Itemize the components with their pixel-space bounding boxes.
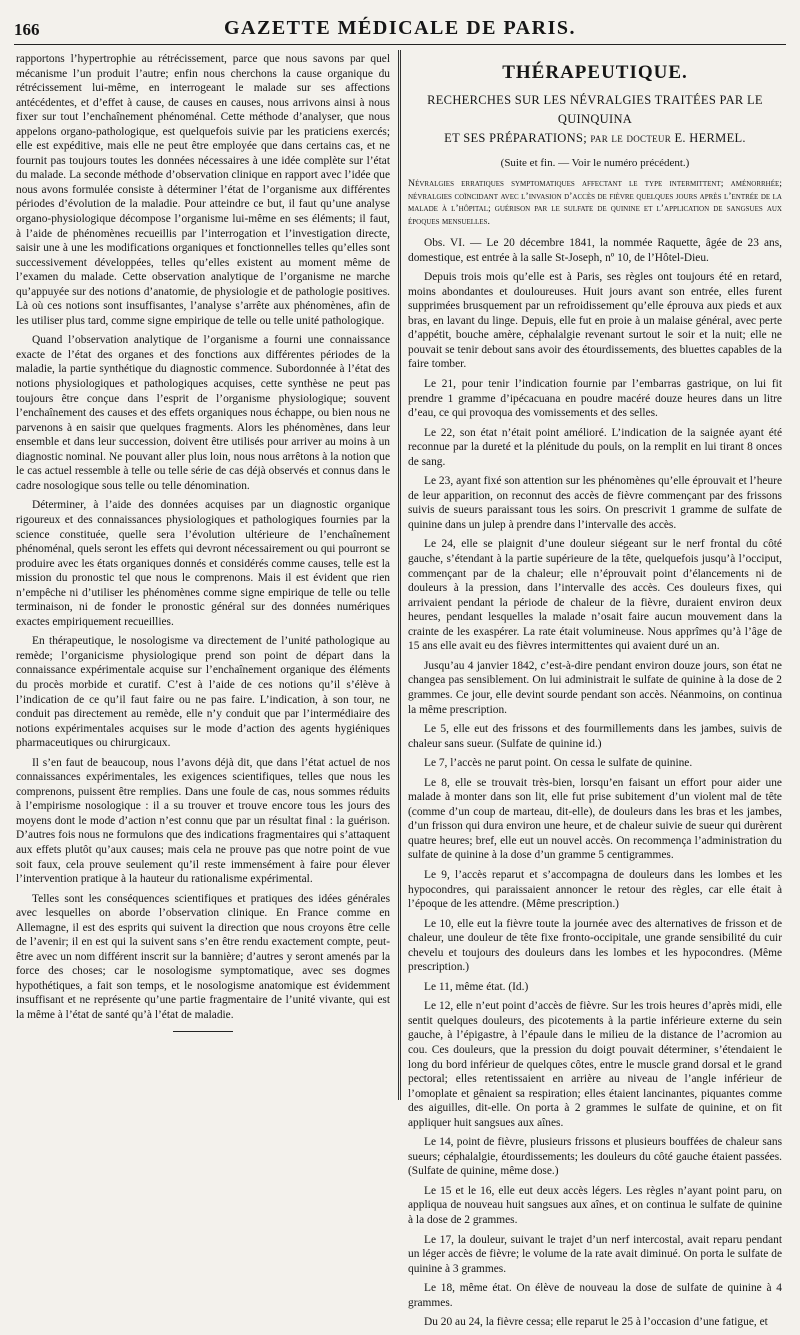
paragraph: Déterminer, à l’aide des données acquises par un diagnostic organique rigoureux et des connaissances physiologiques et pathologiques fournies par la science constituée, quelle sera l’évolution ultérieure de l’enchaînement phénoménal, quels seront les effets qui devront nécessairement ou qui pourront se produire avec les états organiques donnés et considérés comme causes, telle est la mission du pronostic tel que nous le comprenons. Mais il est évident que rien n’empêche ni d’utiliser les phénomènes comme signe empirique de telle ou telle terminaison, ni de fonder le pronostic général sur des données numériques exactes empiriquement recueillies. <box>16 499 390 628</box>
section-title: THÉRAPEUTIQUE. <box>502 62 688 83</box>
paragraph: Le 8, elle se trouvait très-bien, lorsqu’en faisant un effort pour aider une malade à monter dans son lit, elle fut prise subitement d’un violent mal de tête (comme d’un coup de marteau, dit-elle), de douleurs dans les bras et les jambes, d’un frisson qui dura environ une heure, et de chaleur suivie de sueur qui durèrent quatre heures; bref, elle eut un nouvel accès. On recommença l’administration du sulfate de quinine à la dose d’un gramme 5 centigrammes. <box>408 776 782 862</box>
paragraph: Le 5, elle eut des frissons et des fourmillements dans les jambes, suivis de chaleur sans sueur. (Sulfate de quinine id.) <box>408 723 782 750</box>
paragraph: Telles sont les conséquences scientifiques et pratiques des idées générales avec lesquelles on aborde l’observation clinique. En France comme en Allemagne, il est des esprits qui suivent la direction que nous croyons être celle de l’avenir; il en est qui la suivent sans s’en être rendu exactement compte, peut-être avec un nom différent inscrit sur la bannière; d’autres y seront amenés par la force des choses; car le nosologisme symptomatique, avec ses dogmes hypothétiques, a fait son temps, et le nosologisme anatomique est évidemment insuffisant et ne représente qu’une partie fragmentaire de l’unité vivante, qui est la même à l’état de santé qu’à l’état de maladie. <box>16 892 390 1021</box>
paragraph: Quand l’observation analytique de l’organisme a fourni une connaissance exacte de l’état des organes et des fonctions aux différentes périodes de la maladie, la partie synthétique du diagnostic commence. Subordonnée à l’état des notions physiologiques et pathologiques acquises, cette synthèse ne peut pas toujours être conçue dans l’esprit de l’organisme physiologique; souvent l’enchaînement des causes et des effets organiques nous échappe, ou bien nous ne parvenons à en saisir que quelques fragments. Alors les phénomènes, dans leur ensemble et dans leur succession, doivent être utilisés pour arriver au moins à un diagnostic nominal. Ne pouvant aller plus loin, nous nous arrêtons à la notion que le cas actuel ressemble à telle ou telle série de cas déjà observés et connus dans le cadre nosologique sous telle ou telle dénomination. <box>16 334 390 492</box>
paragraph: Le 15 et le 16, elle eut deux accès légers. Les règles n’ayant point paru, on appliqua de nouveau huit sangsues aux aînes, et on continua le sulfate de quinine à la dose de 2 grammes. <box>408 1184 782 1226</box>
article-title <box>408 91 782 148</box>
paragraph: Jusqu’au 4 janvier 1842, c’est-à-dire pendant environ douze jours, son état ne changea pas sensiblement. On lui administrait le sulfate de quinine à la dose de 2 grammes. Ce jour, elle devint sourde pendant son accès. Néanmoins, on continua la même prescription. <box>408 659 782 716</box>
paragraph: Le 11, même état. (Id.) <box>424 980 529 993</box>
page-number: 166 <box>14 20 40 39</box>
paragraph: Il s’en faut de beaucoup, nous l’avons déjà dit, que dans l’état actuel de nos connaissances expérimentales, les exigences scientifiques, telles que nous les comprenons, puissent être remplies. Dans une foule de cas, nous sommes réduits à l’empirisme nosologique : il a su trouver et trouve encore tous les jours des moyens dont le mode d’action n’est connu que par un résultat final : la guérison. D’autres fois nous ne formulons que des indications fragmentaires qui s’attaquent aux effets plutôt qu’aux causes; mais cela ne prouve pas que notre point de vue soit faux, cela prouve seulement qu’il reste immensément à faire pour élever l’intervention pratique à la hauteur du rationalisme expérimental. <box>16 756 390 886</box>
paragraph: Le 24, elle se plaignit d’une douleur siégeant sur le nerf frontal du côté gauche, s’étendant à la partie supérieure de la tête, quelquefois jusqu’à l’occiput, commençant par de la chaleur; elle n’éprouvait point d’élancements ni de douleurs à la pression, dans l’intervalle des accès. Ces douleurs fixes, qui arrivaient pendant la période de chaleur de la fièvre, duraient environ deux heures, pendant lesquelles la malade n’osait faire aucun mouvement dans la crainte de les exaspérer. La rate était volumineuse. Nous apprîmes qu’à l’âge de 15 ans elle avait eu des fièvres intermittentes qui avaient duré un an. <box>408 538 782 653</box>
paragraph: Le 7, l’accès ne parut point. On cessa le sulfate de quinine. <box>424 757 693 770</box>
paragraph: Le 18, même état. On élève de nouveau la dose de sulfate de quinine à 4 grammes. <box>408 1282 782 1309</box>
left-column <box>16 52 390 1032</box>
paragraph: Obs. VI. — Le 20 décembre 1841, la nommée Raquette, âgée de 23 ans, domestique, est entrée à la salle St-Joseph, nº 10, de l’Hôtel-Dieu. <box>408 237 782 264</box>
end-rule <box>173 1031 233 1032</box>
paragraph: En thérapeutique, le nosologisme va directement de l’unité pathologique au remède; l’organicisme physiologique prend son point de départ dans la connaissance expérimentale acquise sur l’enchaînement organique des éléments du procès morbide et curatif. C’est à l’aide de ces notions qu’il s’élève à l’indication de ce qu’il faut faire ou ne pas faire. L’indication, à son tour, ne conduit pas directement au remède, elle n’y conduit que par l’intermédiaire des notions expérimentales acquises sur le mode d’action des agents hygiéniques pharmaceutiques ou chirurgicaux. <box>16 635 390 750</box>
article-title-line: RECHERCHES SUR LES NÉVRALGIES TRAITÉES PAR LE QUINQUINA <box>427 92 763 126</box>
paragraph: Le 21, pour tenir l’indication fournie par l’embarras gastrique, on lui fit prendre 1 gramme d’ipécacuana en poudre macéré douze heures dans un litre d’eau, ce qui provoqua des vomissements et des selles. <box>408 378 782 420</box>
paragraph: rapportons l’hypertrophie au rétrécissement, parce que nous savons par quel mécanisme l’un produit l’autre; enfin nous cherchons la cause organique du rétrécissement lui-même, en interrogeant le malade sur ses affections antécédentes, et d’effet à cause, de causes en causes, nous arrivons ainsi à nous fixer sur tout l’enchaînement phénoménal. Cette méthode d’analyser, que nous appelons organo-pathologique, est quelquefois suivie par les praticiens exercés; elle est expéditive, mais elle ne peut être employée que dans certains cas, et ne fournit pas toujours toutes les données nécessaires à une idée complète sur l’état du malade. La seconde méthode d’observation clinique en rapport avec l’idée que nous avons formulée consiste à déterminer l’état de l’organisme aux différentes périodes d’évolution de la maladie. Pour atteindre ce but, il faut qu’une analyse organo-physiologique décompose l’organisme lui-même en ses éléments; il faut, à l’aide de phénomènes recueillis par l’interrogation et l’investigation directe, saisir une à une les modifications organiques et fonctionnelles telles qu’elles sont successivement développées, telles qu’elles existent au moment même de l’examen du malade. Cette observation analytique de l’organisme ne marche qu’appuyée sur des notions d’anatomie, de physiologie et de pathologie positives. Là où ces notions sont insuffisantes, l’analyse s’arrête aux phénomènes, afin de les utiliser plus tard, comme signe empirique de telle ou telle unité pathologique. <box>16 53 390 327</box>
paragraph: Le 10, elle eut la fièvre toute la journée avec des alternatives de frisson et de chaleur, une douleur de tête fixe fronto-occipitale, une grande sensibilité du cuir chevelu et toujours des douleurs dans les lombes et les hypocondres. (Même prescription.) <box>408 917 782 974</box>
continuation-note: (Suite et fin. — Voir le numéro précédent.) <box>500 156 690 169</box>
article-title-line: ET SES PRÉPARATIONS; par le docteur E. HERMEL. <box>444 130 746 145</box>
paragraph: Du 20 au 24, la fièvre cessa; elle reparut le 25 à l’occasion d’une fatigue, et <box>424 1316 768 1329</box>
article-summary: Névralgies erratiques symptomatiques affectant le type intermittent; aménorrhée; névralgies coïncidant avec l’invasion d’accès de fièvre quelques jours après l’entrée de la malade à l’hôpital; guérison par le sulfate de quinine et l’application de sangsues aux époques mensuelles. <box>408 178 782 227</box>
journal-title: GAZETTE MÉDICALE DE PARIS. <box>223 17 577 39</box>
paragraph: Depuis trois mois qu’elle est à Paris, ses règles ont toujours été en retard, moins abondantes et douloureuses. Huit jours avant son entrée, elles furent supprimées brusquement par un refroidissement qu’elle éprouva aux pieds et aux bras, en lavant du linge. Depuis, elle fut en proie à un malaise général, avec perte d’appétit, bouche amère, céphalalgie revenant surtout le soir et la nuit; elle ne pouvait se tenir debout sans avoir des étourdissements, des bluettes capables de la faire tomber. <box>408 271 782 371</box>
paragraph: Le 12, elle n’eut point d’accès de fièvre. Sur les trois heures d’après midi, elle sentit quelques douleurs, des picotements à la partie inférieure externe du sein gauche, à l’épigastre, à l’épaule dans le milieu de la distance de l’acromion au cou. Ces douleurs, que la pression du doigt pouvait déterminer, s’étendaient le long du bord inférieur de quelques côtes, entre le muscle grand dorsal et le grand pectoral; elles retentissaient en arrière au niveau de l’angle inférieur de l’omoplate et gênaient sa respiration; elles étaient lancinantes, piquantes comme des aiguilles, dit-elle. On porta à 2 grammes le sulfate de quinine, et on fit appliquer huit sangsues aux aînes. <box>408 1000 782 1129</box>
paragraph: Le 9, l’accès reparut et s’accompagna de douleurs dans les lombes et les hypocondres, qui paraissaient annoncer le retour des règles, car elle était à l’époque de les attendre. (Même prescription.) <box>408 868 782 911</box>
paragraph: Le 22, son état n’était point amélioré. L’indication de la saignée ayant été reconnue par la dureté et la plénitude du pouls, on la remplit en lui tirant 8 onces de sang. <box>408 426 782 468</box>
paragraph: Le 23, ayant fixé son attention sur les phénomènes qu’elle éprouvait et l’heure de leur apparition, on reconnut des accès de fièvre commençant par des frissons suivis de sueurs paraissant tous les soirs. On prescrivit 1 gramme de sulfate de quinine dans un julep à prendre dans l’intervalle des accès. <box>408 475 782 531</box>
paragraph: Le 14, point de fièvre, plusieurs frissons et plusieurs bouffées de chaleur sans sueurs; céphalalgie, étourdissements; les douleurs du côté gauche étaient passées. (Sulfate de quinine, même dose.) <box>408 1136 782 1178</box>
column-divider <box>398 50 401 1100</box>
paragraph: Le 17, la douleur, suivant le trajet d’un nerf intercostal, avait reparu pendant un léger accès de fièvre; le volume de la rate avait diminué. On porta le sulfate de quinine à 3 grammes. <box>408 1233 782 1275</box>
header-rule <box>14 44 786 45</box>
page-header <box>0 0 800 46</box>
right-column <box>408 52 782 1335</box>
